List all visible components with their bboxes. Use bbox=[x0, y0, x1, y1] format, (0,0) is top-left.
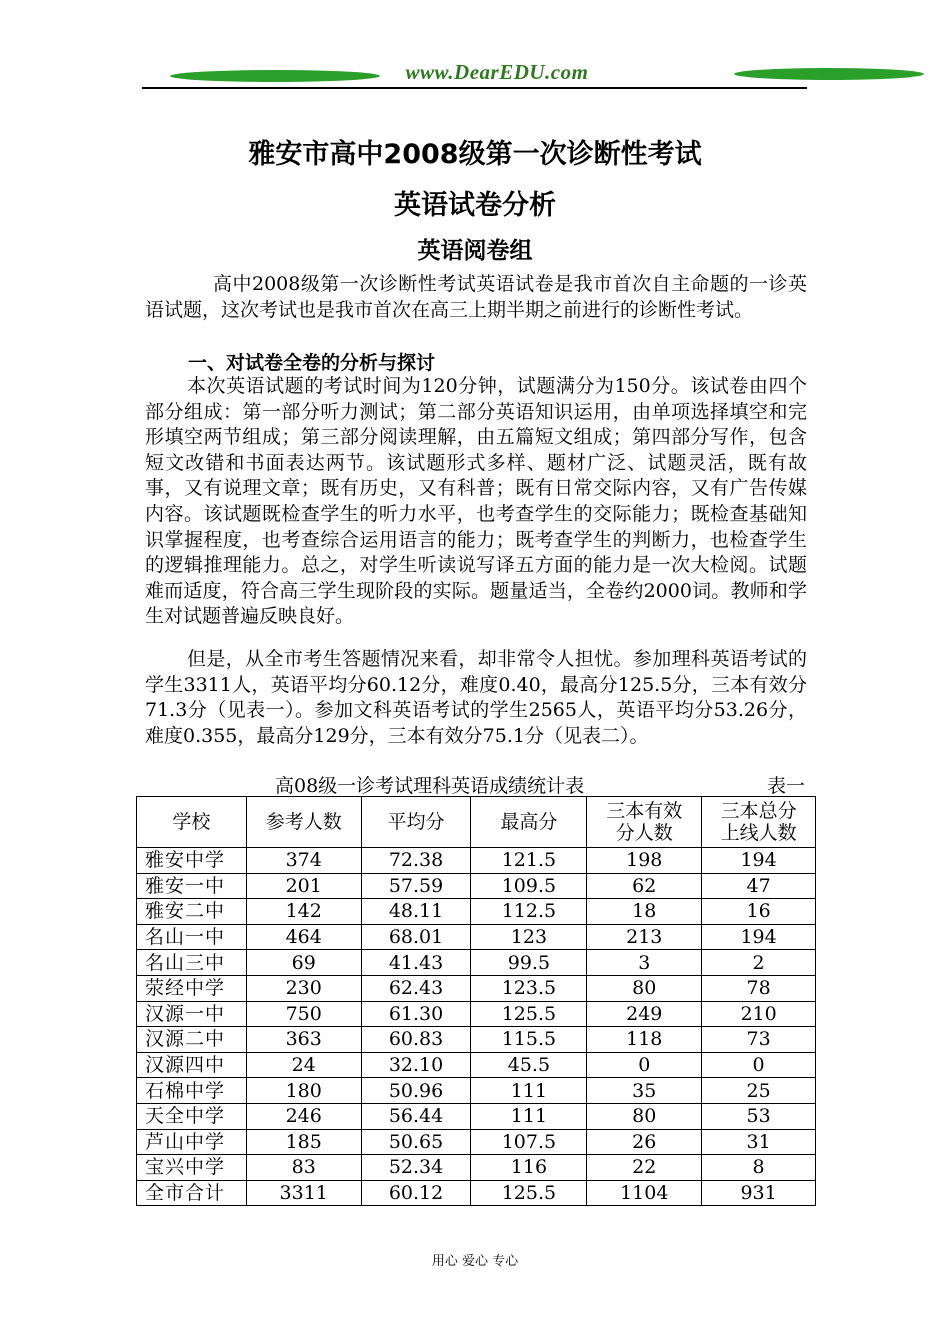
value-cell: 116 bbox=[471, 1155, 587, 1181]
site-header bbox=[142, 58, 807, 92]
value-cell: 374 bbox=[246, 848, 361, 874]
value-cell: 125.5 bbox=[471, 1180, 587, 1206]
table-caption-text: 高08级一诊考试理科英语成绩统计表 bbox=[275, 775, 585, 797]
value-cell: 115.5 bbox=[471, 1027, 587, 1053]
table-row bbox=[137, 1052, 816, 1078]
value-cell: 931 bbox=[702, 1180, 816, 1206]
intro-paragraph: 高中2008级第一次诊断性考试英语试卷是我市首次自主命题的一诊英语试题，这次考试也是我市首次在高三上期半期之前进行的诊断性考试。 bbox=[145, 273, 807, 321]
school-cell: 石棉中学 bbox=[137, 1078, 247, 1104]
value-cell: 26 bbox=[587, 1129, 702, 1155]
value-cell: 123.5 bbox=[471, 975, 587, 1001]
table-row bbox=[137, 1129, 816, 1155]
school-cell: 荥经中学 bbox=[137, 975, 247, 1001]
table-row bbox=[137, 1001, 816, 1027]
value-cell: 363 bbox=[246, 1027, 361, 1053]
school-cell: 汉源一中 bbox=[137, 1001, 247, 1027]
value-cell: 57.59 bbox=[361, 873, 471, 899]
table-row bbox=[137, 1180, 816, 1206]
value-cell: 107.5 bbox=[471, 1129, 587, 1155]
score-table bbox=[136, 796, 816, 1206]
value-cell: 142 bbox=[246, 899, 361, 925]
school-cell: 汉源二中 bbox=[137, 1027, 247, 1053]
value-cell: 41.43 bbox=[361, 950, 471, 976]
column-header: 三本有效 分人数 bbox=[587, 797, 702, 848]
results-paragraph: 但是，从全市考生答题情况来看，却非常令人担忧。参加理科英语考试的学生3311人，英语平均分60.12分，难度0.40，最高分125.5分，三本有效分71.3分（见表一）。参加文科英语考试的学生2565人，英语平均分53.26分，难度0.355，最高分129分，三本有效分75.1分（见表二）。 bbox=[145, 648, 807, 747]
section-heading: 一、对试卷全卷的分析与探讨 bbox=[188, 352, 436, 374]
value-cell: 68.01 bbox=[361, 924, 471, 950]
value-cell: 31 bbox=[702, 1129, 816, 1155]
table-row bbox=[137, 1027, 816, 1053]
value-cell: 1104 bbox=[587, 1180, 702, 1206]
table-label: 表一 bbox=[766, 775, 805, 797]
value-cell: 60.83 bbox=[361, 1027, 471, 1053]
table-caption bbox=[275, 771, 815, 798]
value-cell: 80 bbox=[587, 1103, 702, 1129]
value-cell: 0 bbox=[587, 1052, 702, 1078]
value-cell: 3 bbox=[587, 950, 702, 976]
value-cell: 72.38 bbox=[361, 848, 471, 874]
table-row bbox=[137, 873, 816, 899]
value-cell: 750 bbox=[246, 1001, 361, 1027]
value-cell: 25 bbox=[702, 1078, 816, 1104]
value-cell: 50.96 bbox=[361, 1078, 471, 1104]
value-cell: 22 bbox=[587, 1155, 702, 1181]
table-header-row bbox=[137, 797, 816, 848]
value-cell: 185 bbox=[246, 1129, 361, 1155]
value-cell: 210 bbox=[702, 1001, 816, 1027]
value-cell: 99.5 bbox=[471, 950, 587, 976]
value-cell: 24 bbox=[246, 1052, 361, 1078]
table-row bbox=[137, 848, 816, 874]
doc-subtitle: 英语试卷分析 bbox=[394, 190, 556, 221]
value-cell: 47 bbox=[702, 873, 816, 899]
column-header: 平均分 bbox=[361, 797, 471, 848]
value-cell: 3311 bbox=[246, 1180, 361, 1206]
value-cell: 69 bbox=[246, 950, 361, 976]
doc-author: 英语阅卷组 bbox=[417, 237, 533, 264]
value-cell: 45.5 bbox=[471, 1052, 587, 1078]
value-cell: 62 bbox=[587, 873, 702, 899]
value-cell: 118 bbox=[587, 1027, 702, 1053]
value-cell: 194 bbox=[702, 848, 816, 874]
value-cell: 111 bbox=[471, 1078, 587, 1104]
header-rule bbox=[142, 87, 807, 89]
value-cell: 194 bbox=[702, 924, 816, 950]
value-cell: 80 bbox=[587, 975, 702, 1001]
doc-title: 雅安市高中2008级第一次诊断性考试 bbox=[248, 139, 702, 170]
value-cell: 125.5 bbox=[471, 1001, 587, 1027]
value-cell: 48.11 bbox=[361, 899, 471, 925]
value-cell: 62.43 bbox=[361, 975, 471, 1001]
value-cell: 83 bbox=[246, 1155, 361, 1181]
value-cell: 18 bbox=[587, 899, 702, 925]
value-cell: 78 bbox=[702, 975, 816, 1001]
school-cell: 芦山中学 bbox=[137, 1129, 247, 1155]
value-cell: 180 bbox=[246, 1078, 361, 1104]
value-cell: 123 bbox=[471, 924, 587, 950]
table-row bbox=[137, 1155, 816, 1181]
value-cell: 50.65 bbox=[361, 1129, 471, 1155]
green-swoosh-right bbox=[733, 68, 925, 80]
value-cell: 201 bbox=[246, 873, 361, 899]
value-cell: 464 bbox=[246, 924, 361, 950]
school-cell: 宝兴中学 bbox=[137, 1155, 247, 1181]
value-cell: 230 bbox=[246, 975, 361, 1001]
value-cell: 111 bbox=[471, 1103, 587, 1129]
value-cell: 32.10 bbox=[361, 1052, 471, 1078]
site-url: www.DearEDU.com bbox=[405, 60, 589, 84]
value-cell: 73 bbox=[702, 1027, 816, 1053]
value-cell: 16 bbox=[702, 899, 816, 925]
value-cell: 213 bbox=[587, 924, 702, 950]
green-swoosh-left bbox=[169, 70, 381, 82]
school-cell: 汉源四中 bbox=[137, 1052, 247, 1078]
column-header: 三本总分 上线人数 bbox=[702, 797, 816, 848]
school-cell: 雅安二中 bbox=[137, 899, 247, 925]
table-row bbox=[137, 924, 816, 950]
table-row bbox=[137, 1103, 816, 1129]
table-row bbox=[137, 975, 816, 1001]
column-header: 最高分 bbox=[471, 797, 587, 848]
value-cell: 246 bbox=[246, 1103, 361, 1129]
table-row bbox=[137, 1078, 816, 1104]
column-header: 参考人数 bbox=[246, 797, 361, 848]
table-row bbox=[137, 950, 816, 976]
school-cell: 雅安一中 bbox=[137, 873, 247, 899]
school-cell: 名山三中 bbox=[137, 950, 247, 976]
value-cell: 60.12 bbox=[361, 1180, 471, 1206]
school-cell: 名山一中 bbox=[137, 924, 247, 950]
value-cell: 0 bbox=[702, 1052, 816, 1078]
value-cell: 56.44 bbox=[361, 1103, 471, 1129]
value-cell: 249 bbox=[587, 1001, 702, 1027]
school-cell: 天全中学 bbox=[137, 1103, 247, 1129]
table-row bbox=[137, 899, 816, 925]
value-cell: 35 bbox=[587, 1078, 702, 1104]
value-cell: 8 bbox=[702, 1155, 816, 1181]
analysis-paragraph: 本次英语试题的考试时间为120分钟，试题满分为150分。该试卷由四个部分组成：第一部分听力测试；第二部分英语知识运用，由单项选择填空和完形填空两节组成；第三部分阅读理解，由五篇短文组成；第四部分写作，包含短文改错和书面表达两节。该试题形式多样、题材广泛、试题灵活，既有故事，又有说理文章；既有历史，又有科普；既有日常交际内容，又有广告传媒内容。该试题既检查学生的听力水平，也考查学生的交际能力；既检查基础知识掌握程度，也考查综合运用语言的能力；既考查学生的判断力，也检查学生的逻辑推理能力。总之，对学生听读说写译五方面的能力是一次大检阅。试题难而适度，符合高三学生现阶段的实际。题量适当，全卷约2000词。教师和学生对试题普遍反映良好。 bbox=[145, 375, 807, 628]
school-cell: 雅安中学 bbox=[137, 848, 247, 874]
value-cell: 53 bbox=[702, 1103, 816, 1129]
column-header: 学校 bbox=[137, 797, 247, 848]
value-cell: 112.5 bbox=[471, 899, 587, 925]
value-cell: 198 bbox=[587, 848, 702, 874]
value-cell: 2 bbox=[702, 950, 816, 976]
value-cell: 109.5 bbox=[471, 873, 587, 899]
value-cell: 121.5 bbox=[471, 848, 587, 874]
value-cell: 52.34 bbox=[361, 1155, 471, 1181]
page-footer: 用心 爱心 专心 bbox=[431, 1254, 519, 1269]
value-cell: 61.30 bbox=[361, 1001, 471, 1027]
school-cell: 全市合计 bbox=[137, 1180, 247, 1206]
